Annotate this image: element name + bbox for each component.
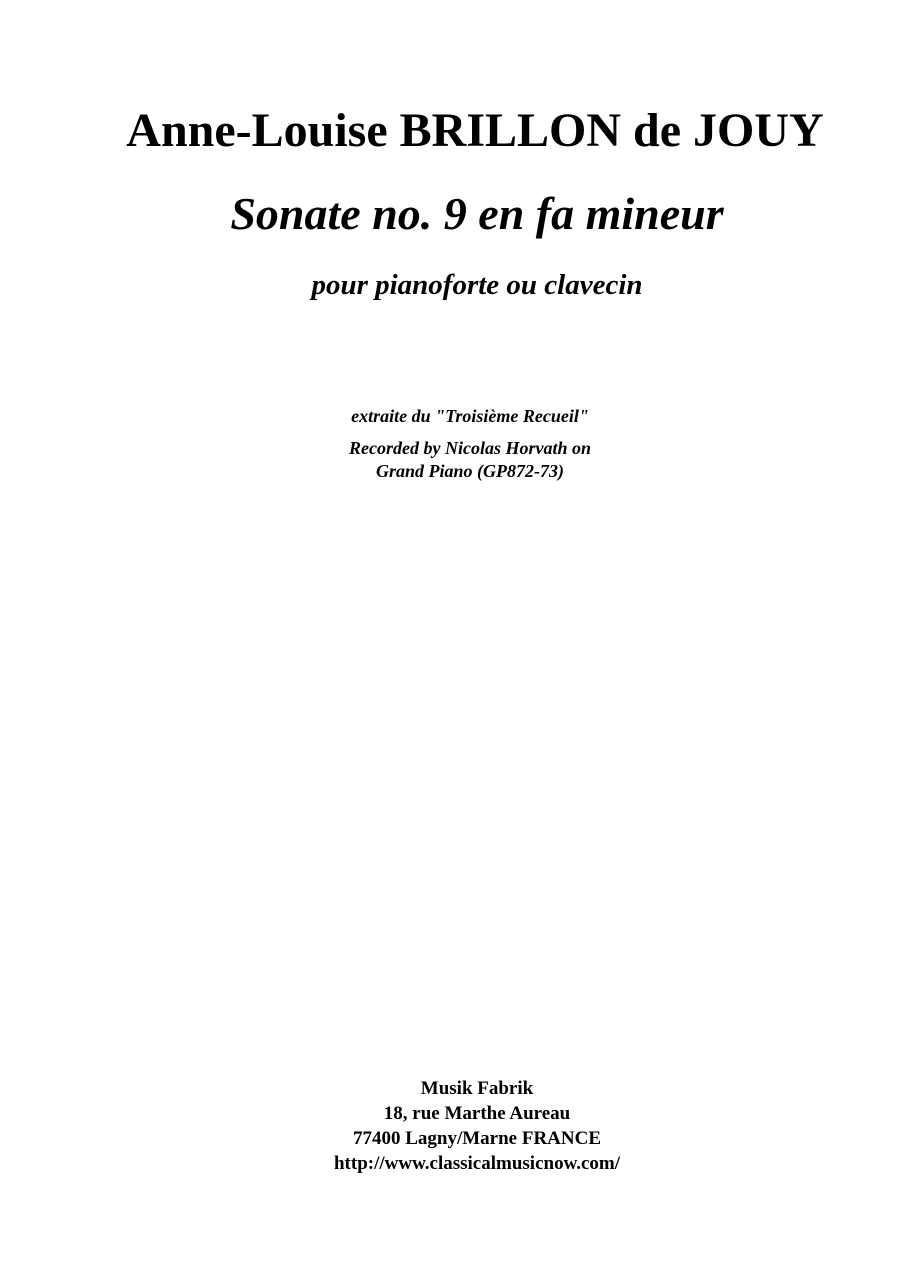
instrumentation-subtitle: pour pianoforte ou clavecin (311, 269, 643, 301)
recording-note (20, 437, 900, 483)
publisher-street: 18, rue Marthe Aureau (383, 1103, 571, 1124)
publisher-city: 77400 Lagny/Marne FRANCE (352, 1128, 602, 1149)
work-title: Sonate no. 9 en fa mineur (230, 188, 724, 239)
publisher-address-block (27, 1076, 900, 1176)
publisher-name: Musik Fabrik (420, 1078, 534, 1099)
source-note: extraite du "Troisième Recueil" (351, 406, 589, 426)
publisher-url[interactable]: http://www.classicalmusicnow.com/ (333, 1153, 621, 1174)
recording-note-line-1: Recorded by Nicolas Horvath on (349, 438, 591, 458)
composer-name: Anne-Louise BRILLON de JOUY (126, 104, 824, 157)
recording-note-line-2: Grand Piano (GP872-73) (376, 461, 564, 481)
